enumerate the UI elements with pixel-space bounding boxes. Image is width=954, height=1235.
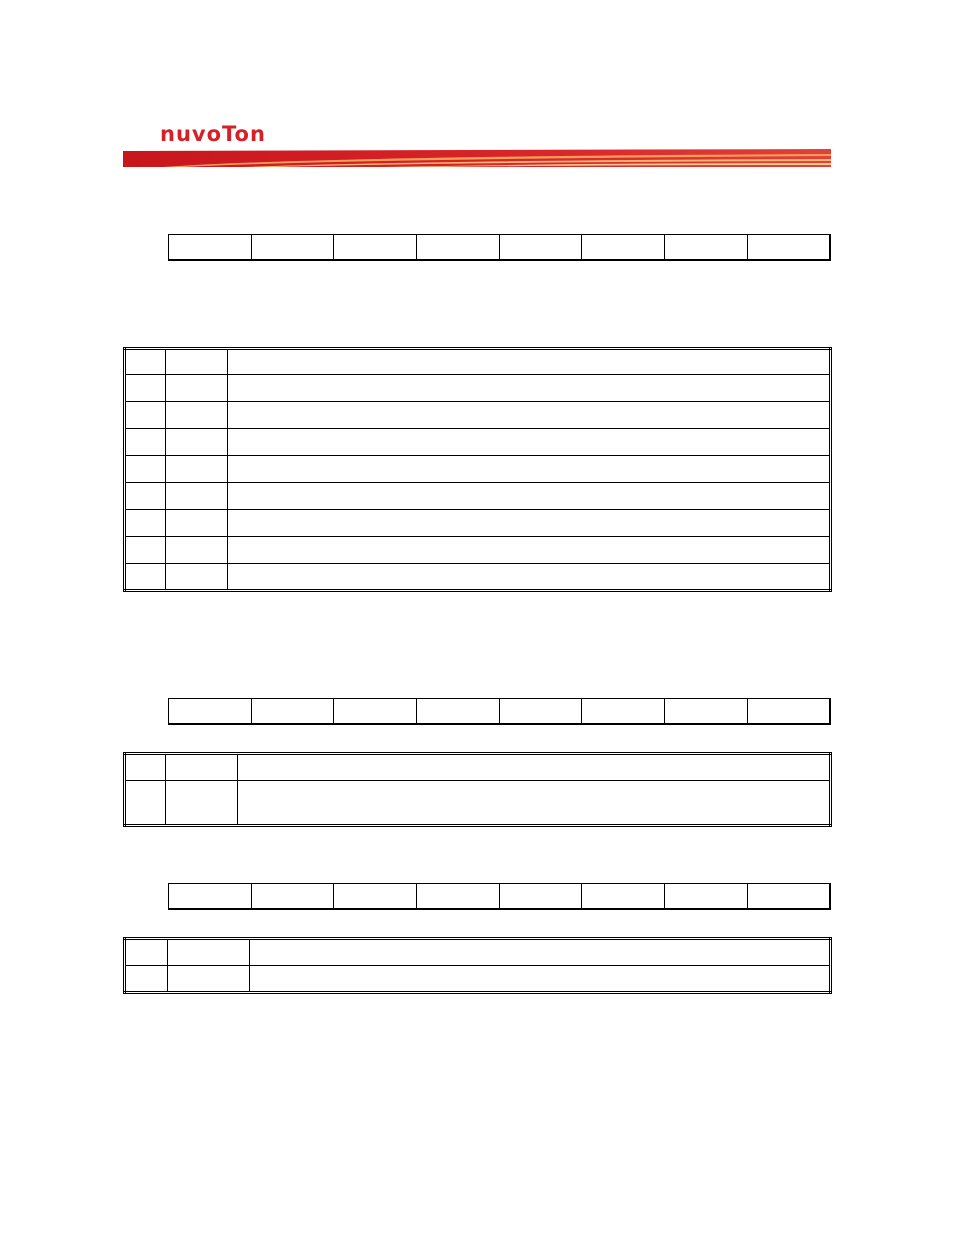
table-cell [228, 510, 831, 537]
table-cell [238, 754, 831, 781]
bit-cell [747, 884, 830, 910]
table-cell [228, 456, 831, 483]
bit-cell [499, 235, 582, 261]
table-cell [125, 966, 168, 993]
register-bit-table-1 [168, 234, 831, 261]
description-table-2 [123, 752, 832, 827]
bit-cell [582, 235, 665, 261]
bit-cell [665, 884, 748, 910]
table-cell [125, 939, 168, 966]
bit-cell [251, 699, 334, 725]
bit-cell [251, 884, 334, 910]
bit-cell [417, 235, 500, 261]
bit-cell [169, 699, 252, 725]
bit-cell [747, 699, 830, 725]
bit-cell [582, 884, 665, 910]
table-cell [250, 966, 831, 993]
bit-cell [499, 884, 582, 910]
description-table-1 [123, 347, 832, 592]
table-cell [228, 564, 831, 591]
table-cell [125, 402, 166, 429]
table-cell [228, 375, 831, 402]
table-cell [125, 754, 166, 781]
table-cell [166, 510, 228, 537]
table-cell [168, 939, 250, 966]
header-banner [123, 147, 831, 169]
bit-cell [417, 884, 500, 910]
register-bit-table-3 [168, 883, 831, 910]
bit-cell [169, 884, 252, 910]
table-cell [125, 349, 166, 375]
description-table-3 [123, 937, 832, 994]
table-cell [125, 564, 166, 591]
table-cell [228, 349, 831, 375]
table-cell [166, 781, 238, 826]
table-cell [166, 456, 228, 483]
table-cell [166, 429, 228, 456]
bit-cell [582, 699, 665, 725]
table-cell [166, 375, 228, 402]
table-cell [250, 939, 831, 966]
table-cell [166, 537, 228, 564]
bit-cell [334, 235, 417, 261]
table-cell [228, 429, 831, 456]
bit-cell [334, 699, 417, 725]
table-cell [125, 483, 166, 510]
nuvoton-logo: nuvoTon [160, 122, 266, 146]
bit-cell [169, 235, 252, 261]
table-cell [125, 510, 166, 537]
table-cell [125, 537, 166, 564]
table-cell [166, 402, 228, 429]
table-cell [125, 375, 166, 402]
table-cell [168, 966, 250, 993]
bit-cell [499, 699, 582, 725]
table-cell [228, 537, 831, 564]
table-cell [166, 483, 228, 510]
table-cell [228, 402, 831, 429]
register-bit-table-2 [168, 698, 831, 725]
table-cell [125, 456, 166, 483]
table-cell [166, 564, 228, 591]
table-cell [166, 349, 228, 375]
table-cell [238, 781, 831, 826]
bit-cell [251, 235, 334, 261]
table-cell [125, 781, 166, 826]
bit-cell [334, 884, 417, 910]
table-cell [228, 483, 831, 510]
bit-cell [747, 235, 830, 261]
table-cell [125, 429, 166, 456]
table-cell [166, 754, 238, 781]
bit-cell [665, 235, 748, 261]
bit-cell [417, 699, 500, 725]
bit-cell [665, 699, 748, 725]
